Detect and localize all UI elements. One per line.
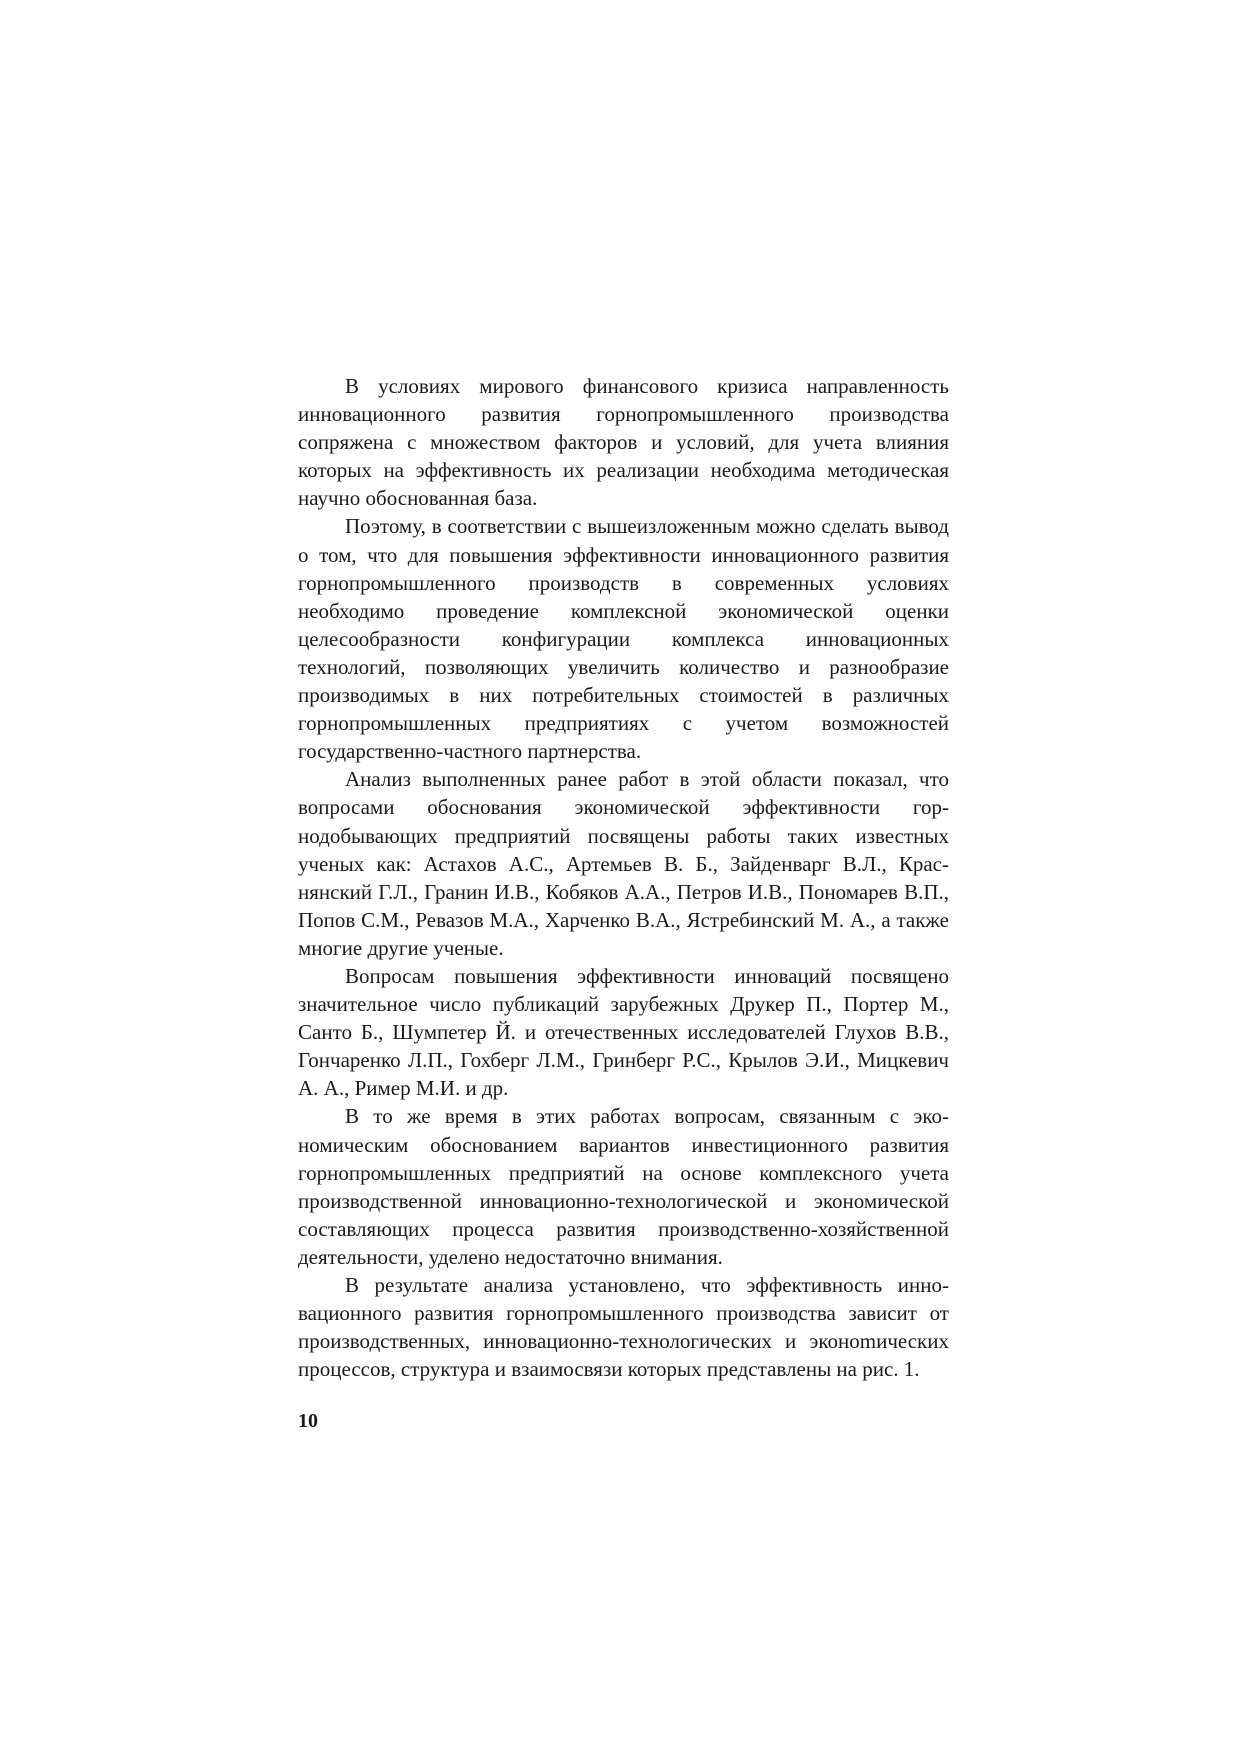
page-body	[298, 372, 949, 1383]
paragraph-3: Анализ выполненных ранее работ в этой области показал, что вопросами обоснования экономической эффективности горнодобывающих предприятий посвящены работы таких известных ученых как: Астахов А.С., Артемьев В. Б., Зайденварг В.Л., Краснянский Г.Л., Гранин И.В., Кобяков А.А., Петров И.В., Пономарев В.П., Попов С.М., Ревазов М.А., Харченко В.А., Ястребинский М. А., а также многие другие ученые.	[298, 767, 949, 960]
page-number: 10	[298, 1410, 318, 1432]
paragraph-5: В то же время в этих работах вопросам, связанным с экономическим обоснованием вариантов инвестиционного развития горнопромышленных предприятий на основе комплексного учета производственной инновационно-технологической и экономической составляющих процесса развития производственно-хозяйственной деятельности, уделено недостаточно внимания.	[298, 1104, 949, 1269]
paragraph-1: В условиях мирового финансового кризиса направленность инновационного развития горнопромышленного производства сопряжена с множеством факторов и условий, для учета влияния которых на эффективность их реализации необходима методическая научно обоснованная база.	[298, 374, 949, 511]
paragraph-6: В результате анализа установлено, что эффективность инновационного развития горнопромышленного производства зависит от производственных, инновационно-технологических и эконоmических процессов, структура и взаимосвязи которых представлены на рис. 1.	[298, 1273, 949, 1382]
paragraph-4: Вопросам повышения эффективности инноваций посвящено значительное число публикаций зарубежных Друкер П., Портер М., Санто Б., Шумпетер Й. и отечественных исследователей Глухов В.В., Гончаренко Л.П., Гохберг Л.М., Гринберг Р.С., Крылов Э.И., Мицкевич А. А., Ример М.И. и др.	[298, 963, 949, 1101]
paragraph-2: Поэтому, в соответствии с вышеизложенным можно сделать вывод о том, что для повышения эффективности инновационного развития горнопромышленного производств в современных условиях необходимо проведение комплексной экономической оценки целесообразности конфигурации комплекса инновационных технологий, позволяющих увеличить количество и разнообразие производимых в них потребительных стоимостей в различных горнопромышленных предприятиях с учетом возможностей государственно-частного партнерства.	[298, 514, 949, 764]
